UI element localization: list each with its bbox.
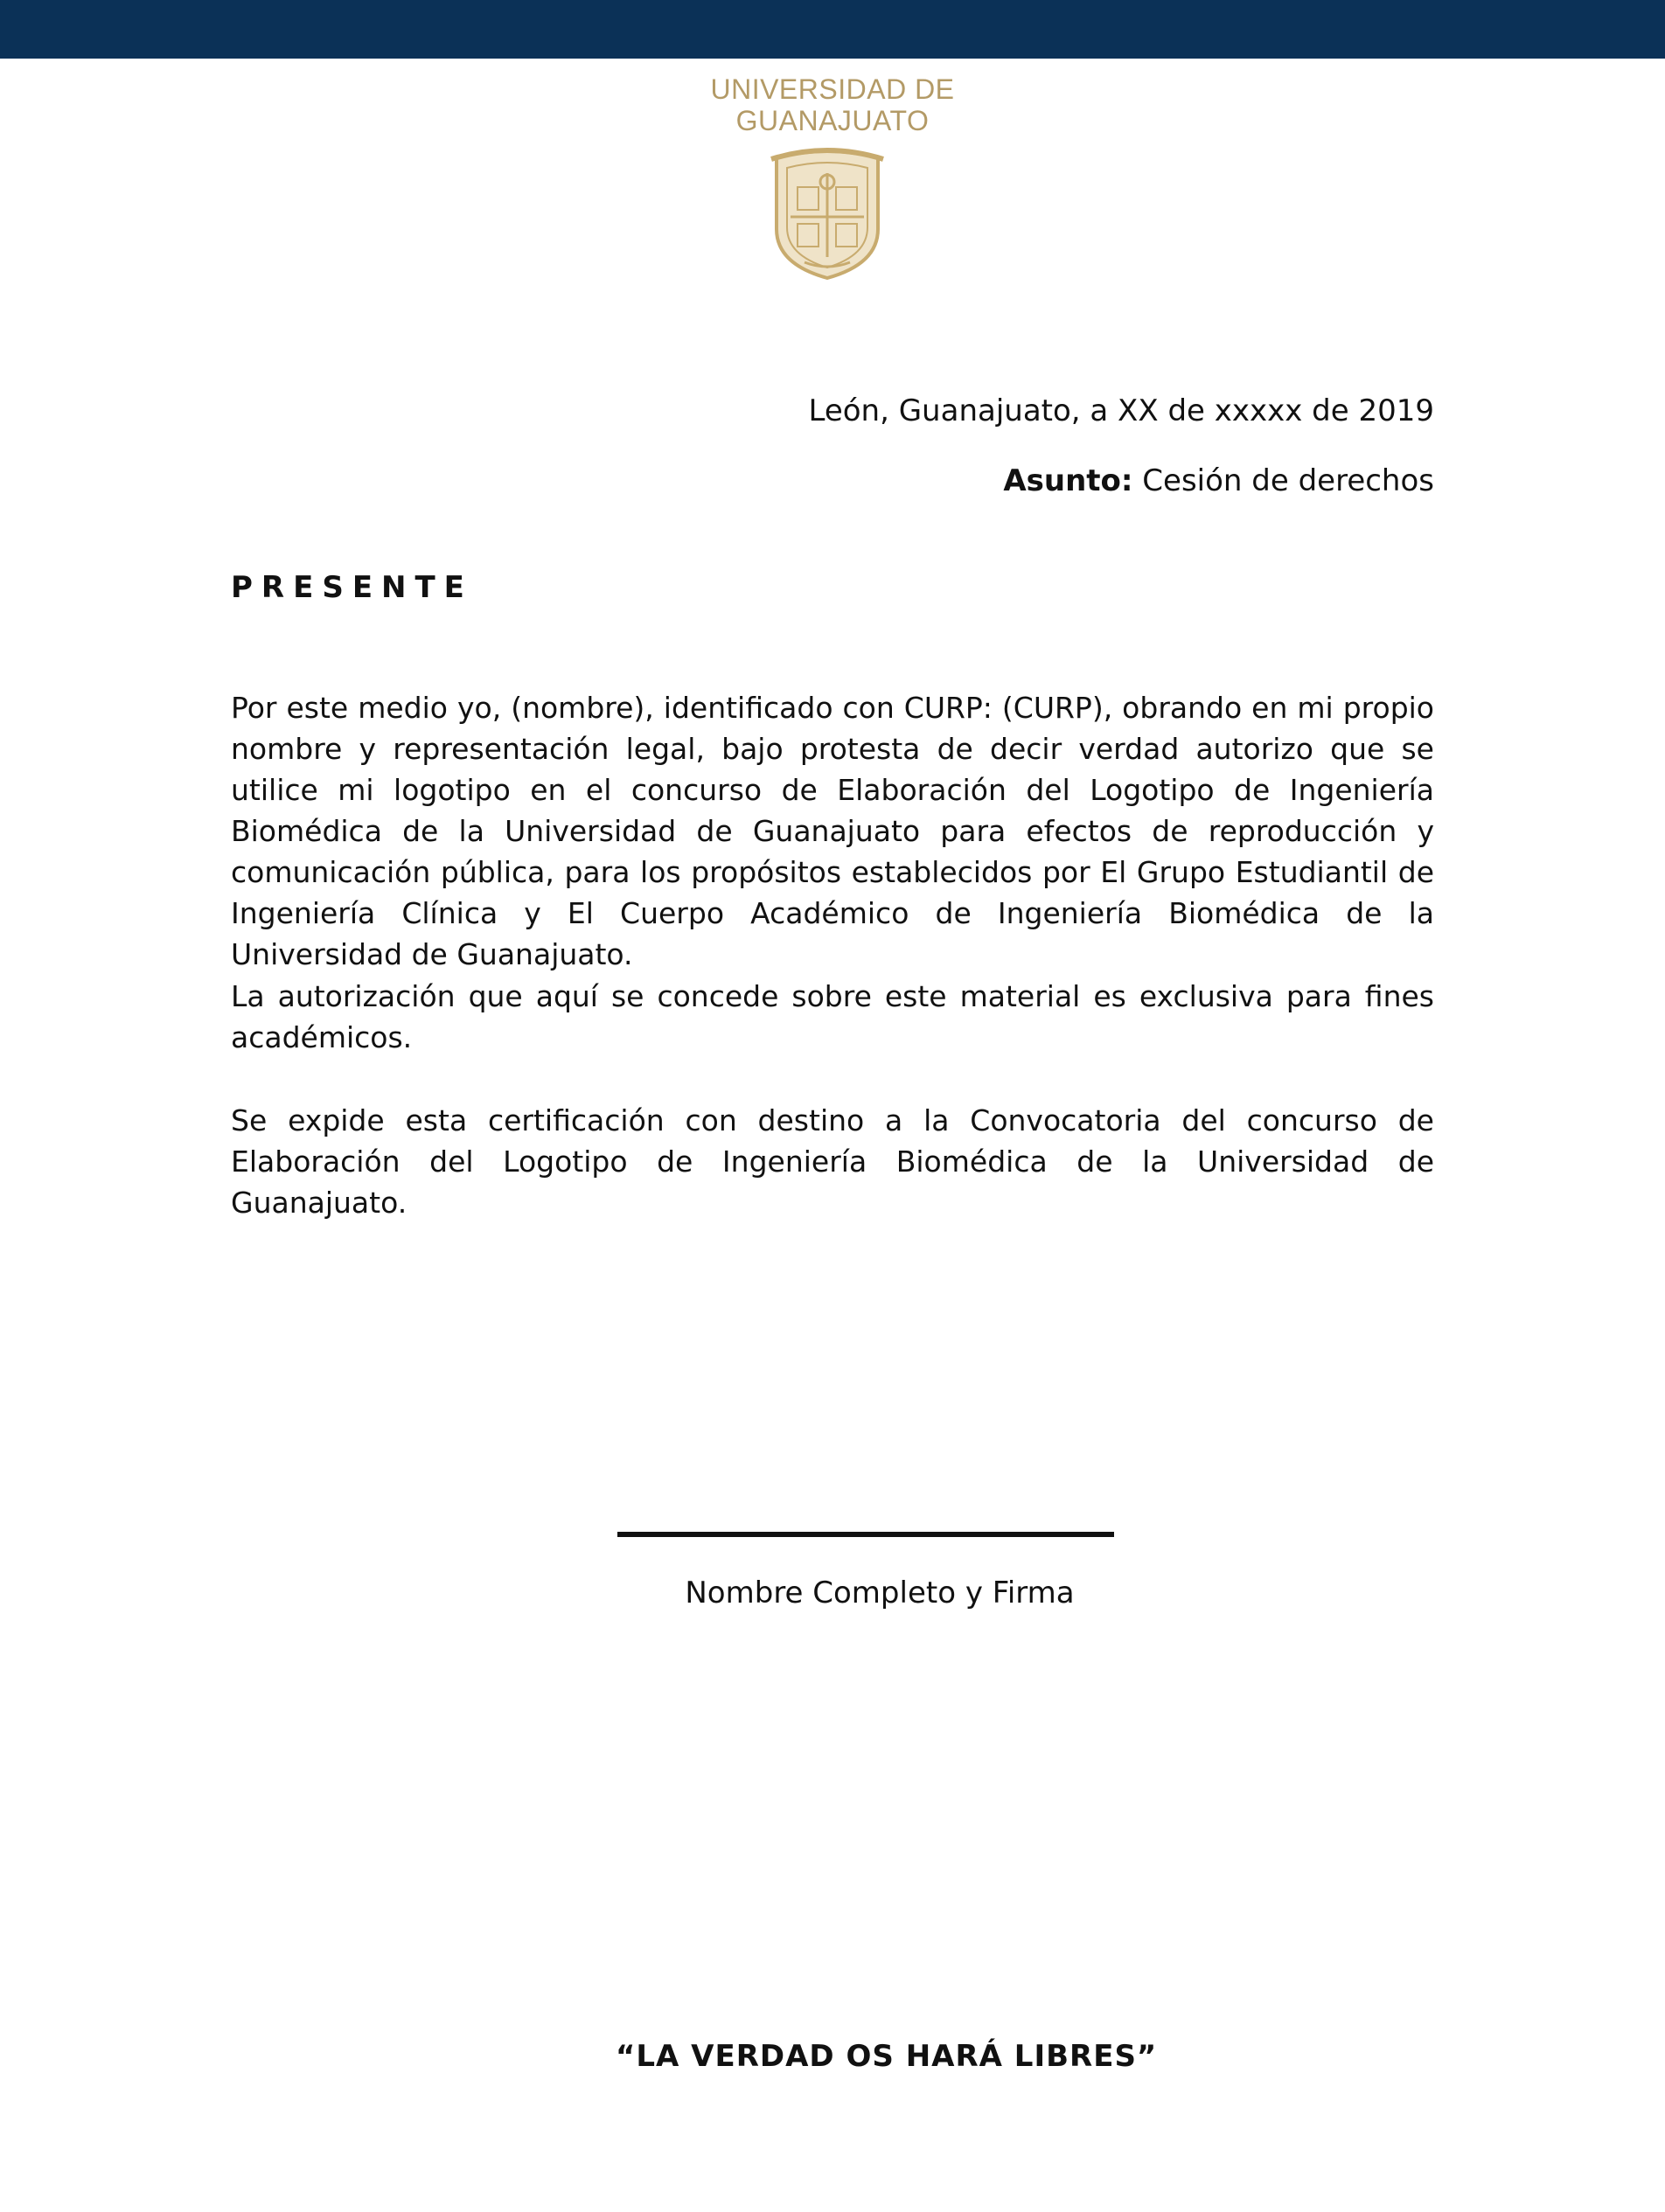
body-paragraph-3: Se expide esta certificación con destino a la Convocatoria del concurso de Elaboración del Logotipo de Ingeniería Biomédica de la Universidad de Guanajuato. (231, 1103, 1434, 1220)
body-paragraph-2: La autorización que aquí se concede sobre este material es exclusiva para fines académicos. (231, 979, 1434, 1054)
subject-value: Cesión de derechos (1132, 463, 1434, 498)
university-seal-icon (766, 142, 888, 282)
subject-label: Asunto: (1003, 463, 1133, 498)
body-paragraph-1: Por este medio yo, (nombre), identificado con CURP: (CURP), obrando en mi propio nombre y representación legal, bajo protesta de decir verdad autorizo que se utilice mi logotipo en el concurso de Elaboración del Logotipo de Ingeniería Biomédica de la Universidad de Guanajuato para efectos de reproducción y comunicación pública, para los propósitos establecidos por El Grupo Estudiantil de Ingeniería Clínica y El Cuerpo Académico de Ingeniería Biomédica de la Universidad de Guanajuato. (231, 691, 1434, 971)
top-band (0, 0, 1665, 59)
university-logo (658, 73, 1007, 136)
signature-line (617, 1532, 1114, 1537)
signature-label: Nombre Completo y Firma (685, 1576, 1075, 1610)
place-and-date: León, Guanajuato, a XX de xxxxx de 2019 (808, 393, 1434, 428)
subject-line (1003, 462, 1434, 500)
university-name-line-2: GUANAJUATO (735, 105, 930, 136)
university-name-line-1: UNIVERSIDAD DE (710, 73, 955, 105)
salutation: PRESENTE (231, 570, 473, 605)
university-motto: “LA VERDAD OS HARÁ LIBRES” (616, 2039, 1158, 2074)
